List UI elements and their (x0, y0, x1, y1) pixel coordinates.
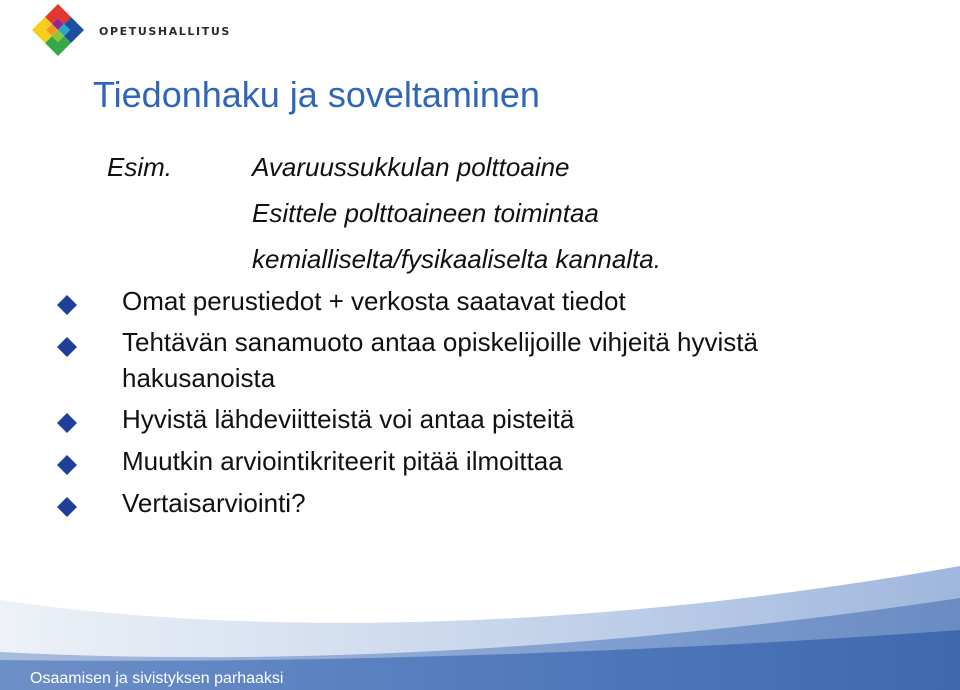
slide-title: Tiedonhaku ja soveltaminen (93, 74, 540, 115)
bullet-text: Hyvistä lähdeviitteistä voi antaa pisteitä (122, 404, 575, 434)
example-line: Esittele polttoaineen toimintaa (252, 198, 599, 228)
footer-slogan: Osaamisen ja sivistyksen parhaaksi (30, 670, 284, 687)
bullet-item (56, 400, 936, 438)
bullet-text: Vertaisarviointi? (122, 488, 306, 518)
diamond-bullet-icon (56, 336, 78, 358)
diamond-bullet-icon (56, 412, 78, 434)
example-line: kemialliselta/fysikaaliselta kannalta. (252, 244, 661, 274)
diamond-bullet-icon (56, 454, 78, 476)
organization-logo (30, 2, 231, 58)
bullet-item (56, 484, 936, 522)
example-lines (252, 144, 812, 282)
diamond-bullet-icon (56, 496, 78, 518)
bullet-list (56, 282, 936, 526)
bullet-text: Tehtävän sanamuoto antaa opiskelijoille vihjeitä hyvistä hakusanoista (122, 327, 758, 393)
opetushallitus-logo-icon (30, 2, 86, 58)
example-label: Esim. (107, 152, 172, 182)
example-line: Avaruussukkulan polttoaine (252, 152, 570, 182)
footer-banner (0, 560, 960, 690)
bullet-text: Muutkin arviointikriteerit pitää ilmoittaa (122, 446, 563, 476)
diamond-bullet-icon (56, 294, 78, 316)
bullet-item (56, 282, 936, 320)
bullet-text: Omat perustiedot + verkosta saatavat tiedot (122, 286, 626, 316)
bullet-item (56, 442, 936, 480)
bullet-item (56, 324, 842, 396)
logo-text: OPETUSHALLITUS (99, 24, 231, 38)
